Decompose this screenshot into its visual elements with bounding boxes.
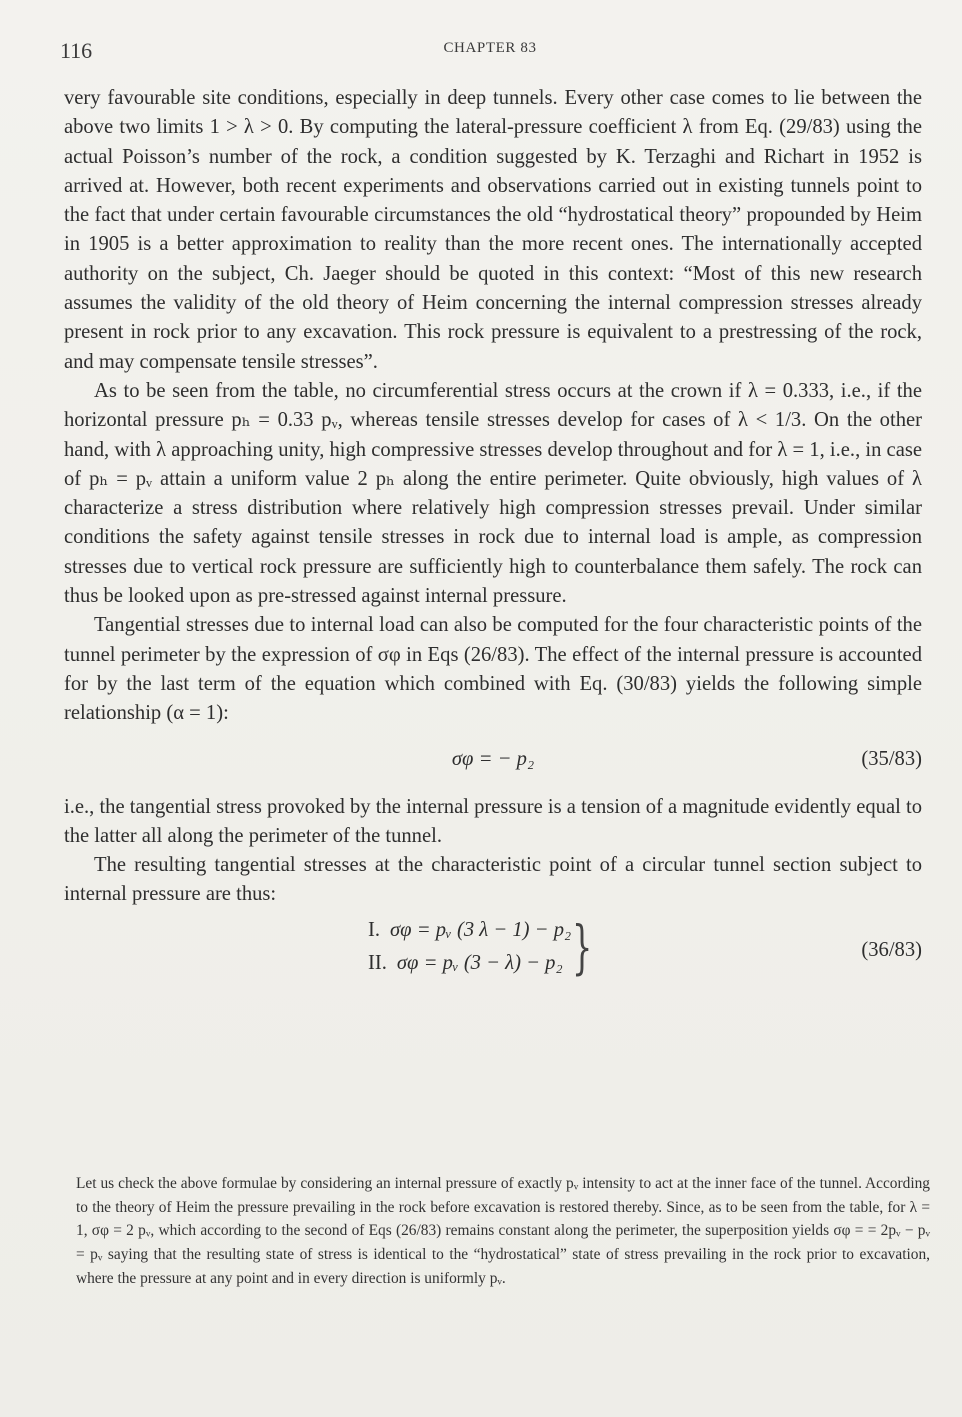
paragraph-2: As to be seen from the table, no circumferential stress occurs at the crown if λ = 0.333, i.e., if the horizontal pressure pₕ = 0.33 pᵥ, whereas tensile stresses develop for cases of λ < 1/3. On the other hand, with λ approaching unity, high compressive stresses develop throughout and for λ = 1, i.e., in case of pₕ = pᵥ attain a uniform value 2 pₕ along the entire perimeter. Quite obviously, high values of λ characterize a stress distribution where relatively high compression stresses prevail. Under similar conditions the safety against tensile stresses in rock due to internal load is ample, as compression stresses due to vertical rock pressure are sufficiently high to counterbalance them safely. The rock can thus be looked upon as pre-stressed against internal pressure. [64,379,922,608]
paragraph-5: The resulting tangential stresses at the characteristic point of a circular tunnel section subject to internal pressure are thus: [64,854,922,906]
paragraph-1: very favourable site conditions, especially in deep tunnels. Every other case comes to lie between the above two limits 1 > λ > 0. By computing the lateral-pressure coefficient λ from Eq. (29/83) using the actual Poisson’s number of the rock, a condition suggested by K. Terzaghi and Richart in 1952 is arrived at. However, both recent experiments and observations carried out in existing tunnels point to the fact that under certain favourable circumstances the old “hydrostatical theory” propounded by Heim in 1905 is a better approximation to reality than the more recent ones. The internationally accepted authority on the subject, Ch. Jaeger should be quoted in this context: “Most of this new research assumes the validity of the old theory of Heim concerning the internal compression stresses already present in rock prior to any excavation. This rock pressure is equivalent to a prestressing of the rock, and may compensate tensile stresses”. [64,87,922,373]
equation-36-line-2 [368,947,668,980]
equation-36-line-1-formula: σφ = pᵥ (3 λ − 1) − p₂ [390,918,572,941]
footnote-text: Let us check the above formulae by considering an internal pressure of exactly pᵥ intensity to act at the inner face of the tunnel. According to the theory of Heim the pressure prevailing in the rock before excavation is restored thereby. Since, as to be seen from the table, for λ = 1, σφ = 2 pᵥ, which according to the second of Eqs (26/83) remains constant along the perimeter, the superposition yields σφ = = 2pᵥ − pᵥ = pᵥ saying that the resulting state of stress is identical to the “hydrostatical” state of stress prevailing in the rock prior to excavation, where the pressure at any point and in every direction is uniformly pᵥ. [76,1175,930,1287]
equation-36-line-1-label: I. [368,918,381,941]
page-header [60,38,920,68]
equation-36-number: (36/83) [861,938,922,961]
right-brace-icon: } [572,912,593,981]
equation-35 [64,729,922,793]
equation-35-formula: σφ = − p₂ [451,747,535,770]
equation-36-lines [368,914,668,980]
equation-36 [64,914,922,996]
paragraph-4: i.e., the tangential stress provoked by the internal pressure is a tension of a magnitude evidently equal to the latter all along the perimeter of the tunnel. [64,795,922,847]
equation-35-number: (35/83) [861,747,922,770]
equation-36-line-1 [368,914,668,947]
equation-36-line-2-label: II. [368,951,387,974]
equation-36-line-2-formula: σφ = pᵥ (3 − λ) − p₂ [396,951,563,974]
running-head: CHAPTER 83 [443,40,537,56]
footnote [76,1172,930,1291]
paragraph-3: Tangential stresses due to internal load can also be computed for the four characteristic points of the tunnel perimeter by the expression of σφ in Eqs (26/83). The effect of the internal pressure is accounted for by the last term of the equation which combined with Eq. (30/83) yields the following simple relationship (α = 1): [64,614,922,725]
page-number: 116 [60,38,93,63]
main-text [64,84,922,996]
